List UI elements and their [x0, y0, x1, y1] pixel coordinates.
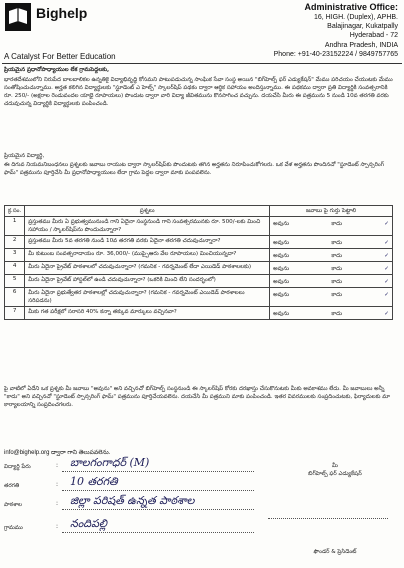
checkmark-icon: ✓ [384, 311, 389, 317]
table-row: 1 ప్రస్తుతము మీరు ఏ ప్రభుత్వమునుండి గాని ఏదైనా సంస్థనుండి గాని సంవత్సరమునకు రూ. 500/-లకు మించి సహాయం / స్కాలర్‌షిప్‌ను పొందుచున్నారా? అవును కాదు ✓ [5, 217, 393, 236]
sender-regards: మీ [332, 463, 338, 469]
handwritten-entry[interactable]: నందిపల్లి [70, 517, 107, 530]
student-salutation: ప్రియమైన విద్యార్థి, [4, 153, 45, 159]
office-line: Hyderabad - 72 [349, 32, 398, 40]
checkmark-icon: ✓ [384, 253, 389, 259]
table-row: 6 మీరు ఏదైనా ప్రభుత్వేతర పాఠశాలల్లో చదువుచున్నారా? (గమనిక - గవర్నమెంట్ ఎయిడెడ్ పాఠశాలలు సరిపడను) అవును కాదు ✓ [5, 288, 393, 307]
checkmark-icon: ✓ [384, 240, 389, 246]
salutation: ప్రియమైన ప్రధానోపాధ్యాయుల లేక గ్రామపెద్దలకు, [4, 67, 110, 73]
table-row: 3 మీ కుటుంబ సంవత్సరాదాయం రూ. 36,000/- (ముప్పైఆరు వేల రూపాయలు) మించియున్నదా? అవును కాదు ✓ [5, 249, 393, 262]
no-option[interactable]: కాదు [331, 292, 343, 298]
field-label: గ్రామము [4, 525, 23, 531]
yes-option[interactable]: అవును [273, 292, 290, 298]
field-label: తరగతి [4, 483, 20, 489]
table-row: 5 మీరు ఏదైనా ప్రైవేట్ హాస్టల్‌లో ఉండి చదువుచున్నారా? (ఒకరికి మించి లేని సందర్భంలో) అవును కాదు ✓ [5, 275, 393, 288]
contact-email: info@bighelp.org ద్వారా గాని తెలుపవలెను. [4, 450, 111, 456]
handwritten-entry[interactable]: జిల్లా పరిషత్ ఉన్నత పాఠశాల [70, 494, 195, 507]
office-line: Andhra Pradesh, INDIA [324, 41, 398, 49]
intro-paragraph: భారతదేశములోని నిరుపేద బాలబాలికల ఉన్నతికై విద్యాభివృద్ధి కోసమని పాటుపడుచున్న సాంఘిక సేవా సంస్థ అయిన "బిగ్‌హెల్ప్ ఫర్ ఎడ్యుకేషన్" మేము పరిచయం చేయుటకు మేము సంతోషించుచున్నాము. అర్హత కలిగిన విద్యార్థులకు "స్టూడెంట్ ఎ హెల్ప్" స్కాలర్‌షిప్ పథకం ద్వారా ఆర్థిక సహాయం అందిస్తున్నాము. ఈ పథకము ద్వారా ప్రతి విద్యార్థికి సంవత్సరానికి రూ. 250/- (అక్షరాల రెండువందల యాభై రూపాయలు) పొందుట ద్వారా వారి విద్యా జీవితమును కొనసాగించ వచ్చును. దయచేసి మీరు ఈ పత్రమును 5 నుండి 10వ తరగతి వరకు చదువుచున్న విద్యార్థికి విద్యార్థులకు పంపించండి. [4, 77, 393, 107]
yes-option[interactable]: అవును [273, 240, 290, 246]
signatory-title: ఫౌండర్ & ప్రెసిడెంట్ [313, 549, 357, 555]
yes-option[interactable]: అవును [273, 253, 290, 259]
column-header: జవాబు పై గుర్తు పెట్టాలి [270, 206, 393, 217]
checkmark-icon: ✓ [384, 279, 389, 285]
no-option[interactable]: కాదు [331, 266, 343, 272]
questionnaire-table [4, 205, 393, 320]
column-header: క్ర.సం. [5, 206, 25, 217]
form-row-class: తరగతి : 10 తరగతి [4, 478, 254, 494]
book-logo-icon [4, 2, 32, 32]
field-label: విద్యార్థి పేరు [4, 464, 31, 470]
yes-option[interactable]: అవును [273, 221, 290, 227]
sender-org: బిగ్‌హెల్ప్ ఫర్ ఎడ్యుకేషన్ [308, 471, 362, 477]
office-address [248, 2, 398, 59]
logo [4, 2, 154, 42]
handwritten-entry[interactable]: బాలగంగాధర్ (M) [70, 456, 150, 469]
office-title: Administrative Office: [304, 2, 398, 12]
form-row-student-name: విద్యార్థి పేరు : బాలగంగాధర్ (M) [4, 459, 254, 475]
checkmark-icon: ✓ [384, 221, 389, 227]
table-row: 7 మీకు గత పరీక్షలో సరాసరి 40% కన్నా తక్కువ మార్కులు వచ్చినవా? అవును కాదు ✓ [5, 307, 393, 320]
checkmark-icon: ✓ [384, 292, 389, 298]
form-row-school: పాఠశాల : జిల్లా పరిషత్ ఉన్నత పాఠశాల [4, 497, 254, 513]
column-header: ప్రశ్నలు [25, 206, 270, 217]
no-option[interactable]: కాదు [331, 253, 343, 259]
no-option[interactable]: కాదు [331, 240, 343, 246]
handwritten-entry[interactable]: 10 తరగతి [70, 475, 118, 488]
yes-option[interactable]: అవును [273, 311, 290, 317]
no-option[interactable]: కాదు [331, 279, 343, 285]
closing-paragraph: పై వాటిలో ఏదేని ఒక ప్రశ్నకు మీ జవాబు "అవును" అని వచ్చినచో బిగ్‌హెల్ప్ సంస్థనుండి ఈ స్కాలర్‌షిప్ కోరకు దరఖాస్తు చేసుకొనుటకు మీకు అవకాశము లేదు. మీ జవాబులు అన్నీ "కాదు" అని వచ్చినచో "స్టూడెంట్ స్పాన్సరింగ్ ఫామ్" పత్రమును పూర్తిచేయవలెను. దయచేసి మీ పత్రముని మాకు పంపించండి. ఇతర వివరములకు సంప్రదించుటకు, ఫిర్యాదులకు మా కార్యాలయాన్ని సంప్రదించగలరు. [4, 386, 390, 408]
office-line: Balajinagar, Kukatpally [327, 23, 398, 31]
table-row: 4 మీరు ఏదైనా ప్రైవేట్ పాఠశాలలో చదువుచున్నారా? (గమనిక - గవర్నమెంట్ లేదా ఎయిడెడ్ పాఠశాలలకు) అవును కాదు ✓ [5, 262, 393, 275]
office-line: Phone: +91-40-23152224 / 9849757765 [273, 50, 398, 58]
tagline: A Catalyst For Better Education [4, 52, 116, 61]
form-row-village: గ్రామము : నందిపల్లి [4, 520, 254, 536]
field-label: పాఠశాల [4, 502, 22, 508]
table-row: 2 ప్రస్తుతము మీరు 5వ తరగతి నుండి 10వ తరగతి వరకు ఏదైనా తరగతి చదువుచున్నారా? అవును కాదు ✓ [5, 236, 393, 249]
brand-name: Bighelp [36, 5, 88, 21]
header-divider [2, 63, 402, 64]
signature-line [268, 518, 388, 519]
no-option[interactable]: కాదు [331, 311, 343, 317]
yes-option[interactable]: అవును [273, 279, 290, 285]
office-line: 16, HIGH. (Duplex), APHB. [313, 14, 398, 21]
no-option[interactable]: కాదు [331, 221, 343, 227]
checkmark-icon: ✓ [384, 266, 389, 272]
instructions-paragraph: ఈ దిగువ నియమనిబంధనలు ప్రశ్నలకు జవాబు రాయుట ద్వారా స్కాలర్‌షిప్‌కు పొందుటకు తగిన అర్హతను నిరూపించుకోగలరు. ఒక వేళ అర్హతను పొందినచో "స్టూడెంట్ స్పాన్సరింగ్ ఫామ్" పత్రమును పూర్తిచేసి మీ ప్రధానోపాధ్యాయులు లేదా గ్రామ పెద్దల ద్వారా మాకు పంపవలెను. [4, 162, 384, 176]
yes-option[interactable]: అవును [273, 266, 290, 272]
